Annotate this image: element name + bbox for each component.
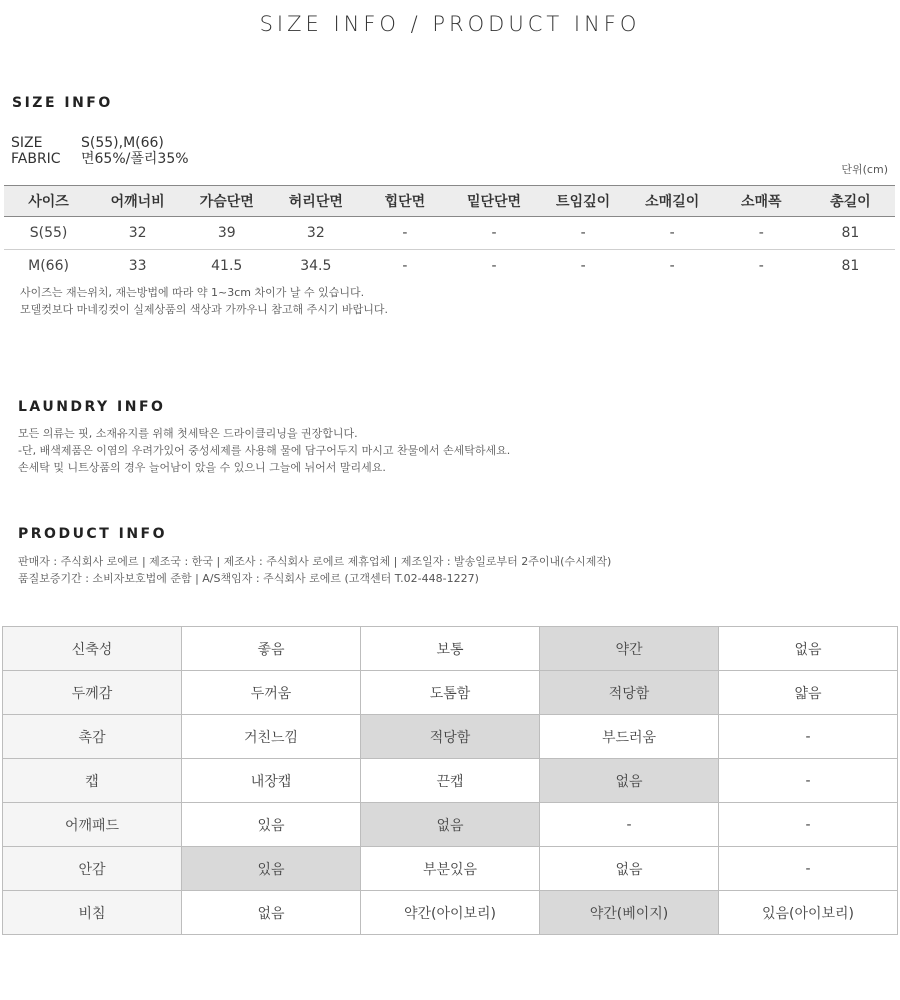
table-cell: 41.5 (211, 258, 243, 274)
table-cell: 34.5 (300, 258, 332, 274)
attribute-option-selected: 적당함 (540, 671, 719, 715)
attribute-row (3, 715, 898, 759)
attribute-option: 좋음 (182, 627, 361, 671)
size-table-header: 트임깊이 (539, 186, 628, 217)
fabric-label: FABRIC (11, 151, 61, 167)
attribute-option-selected: 약간 (540, 627, 719, 671)
attribute-option: - (719, 847, 898, 891)
size-table-header-row (4, 186, 895, 217)
table-cell: - (402, 258, 408, 274)
fabric-row (11, 151, 189, 167)
attribute-option: 내장캡 (182, 759, 361, 803)
table-cell: - (449, 217, 538, 250)
attribute-row (3, 847, 898, 891)
attribute-option: 있음(아이보리) (719, 891, 898, 935)
fabric-value: 면65%/폴리35% (81, 151, 189, 167)
table-cell: - (758, 258, 764, 274)
attribute-option: 없음 (182, 891, 361, 935)
laundry-info-title: LAUNDRY INFO (18, 399, 166, 415)
attribute-option: - (719, 803, 898, 847)
attribute-option: 약간(아이보리) (361, 891, 540, 935)
attribute-option: - (719, 759, 898, 803)
attribute-option: - (719, 715, 898, 759)
attribute-option: 도톰함 (361, 671, 540, 715)
size-table-header: 힙단면 (360, 186, 449, 217)
product-info-title: PRODUCT INFO (18, 526, 168, 542)
table-row (4, 217, 895, 250)
laundry-line: 손세탁 및 니트상품의 경우 늘어남이 았을 수 있으니 그늘에 뉘어서 말리세요. (18, 461, 386, 474)
size-table-header: 사이즈 (4, 186, 93, 217)
table-cell: S(55) (4, 217, 93, 250)
attribute-label: 어깨패드 (3, 803, 182, 847)
attribute-row (3, 891, 898, 935)
attribute-option: 얇음 (719, 671, 898, 715)
table-cell: - (580, 258, 586, 274)
unit-label: 단위(cm) (841, 163, 888, 176)
table-cell: 39 (182, 217, 271, 250)
table-cell: - (628, 217, 717, 250)
table-cell: - (491, 258, 497, 274)
attribute-row (3, 759, 898, 803)
attribute-label: 두께감 (3, 671, 182, 715)
table-cell: - (669, 258, 675, 274)
attribute-option: 거친느낌 (182, 715, 361, 759)
page-title: SIZE INFO / PRODUCT INFO (259, 12, 641, 36)
attribute-option: 보통 (361, 627, 540, 671)
attribute-label: 비침 (3, 891, 182, 935)
size-table-header: 소매폭 (717, 186, 806, 217)
size-info-title: SIZE INFO (12, 95, 113, 111)
table-cell: - (360, 217, 449, 250)
attribute-option: - (540, 803, 719, 847)
attribute-row (3, 803, 898, 847)
table-cell: 81 (806, 217, 895, 250)
laundry-line: 모든 의류는 핏, 소재유지를 위해 첫세탁은 드라이클리닝을 권장합니다. (18, 427, 358, 440)
laundry-line: -단, 배색제품은 이염의 우려가있어 중성세제를 사용해 물에 담구어두지 마시고 찬물에서 손세탁하세요. (18, 444, 511, 457)
size-label: SIZE (11, 135, 43, 151)
size-row (11, 135, 164, 151)
size-table-header: 가슴단면 (182, 186, 271, 217)
table-cell: M(66) (28, 258, 69, 274)
size-table-header: 허리단면 (271, 186, 360, 217)
attribute-option: 부드러움 (540, 715, 719, 759)
attribute-label: 촉감 (3, 715, 182, 759)
size-table-header: 어깨너비 (93, 186, 182, 217)
table-cell: - (717, 217, 806, 250)
attribute-option-selected: 있음 (182, 847, 361, 891)
attribute-option-selected: 없음 (540, 759, 719, 803)
attribute-option: 없음 (719, 627, 898, 671)
product-line: 품질보증기간 : 소비자보호법에 준함 | A/S책임자 : 주식회사 로에르 (고객센터 T.02-448-1227) (18, 572, 479, 585)
product-line: 판매자 : 주식회사 로에르 | 제조국 : 한국 | 제조사 : 주식회사 로에르 제휴업체 | 제조일자 : 발송일로부터 2주이내(수시제작) (18, 555, 612, 568)
attribute-option: 부분있음 (361, 847, 540, 891)
size-table-header: 소매길이 (628, 186, 717, 217)
size-note: 모델컷보다 마네킹컷이 실제상품의 색상과 가까우니 참고해 주시기 바랍니다. (20, 303, 389, 316)
attribute-option: 있음 (182, 803, 361, 847)
table-row (4, 250, 895, 283)
table-cell: 32 (271, 217, 360, 250)
size-table-header: 밑단단면 (449, 186, 538, 217)
size-notes (20, 284, 388, 318)
attribute-label: 신축성 (3, 627, 182, 671)
table-cell: 33 (128, 258, 147, 274)
attribute-row (3, 671, 898, 715)
table-cell: 32 (93, 217, 182, 250)
size-table (4, 185, 895, 282)
attribute-option: 없음 (540, 847, 719, 891)
size-table-header: 총길이 (806, 186, 895, 217)
attribute-option: 끈캡 (361, 759, 540, 803)
attribute-table (2, 626, 898, 935)
table-cell: 81 (841, 258, 860, 274)
attribute-label: 안감 (3, 847, 182, 891)
attribute-option-selected: 약간(베이지) (540, 891, 719, 935)
attribute-option-selected: 없음 (361, 803, 540, 847)
laundry-lines (18, 425, 510, 476)
product-lines (18, 553, 611, 587)
attribute-option-selected: 적당함 (361, 715, 540, 759)
attribute-label: 캡 (3, 759, 182, 803)
size-value: S(55),M(66) (81, 135, 164, 151)
table-cell: - (539, 217, 628, 250)
attribute-row (3, 627, 898, 671)
size-note: 사이즈는 재는위치, 재는방법에 따라 약 1~3cm 차이가 날 수 있습니다. (20, 286, 365, 299)
attribute-option: 두꺼움 (182, 671, 361, 715)
